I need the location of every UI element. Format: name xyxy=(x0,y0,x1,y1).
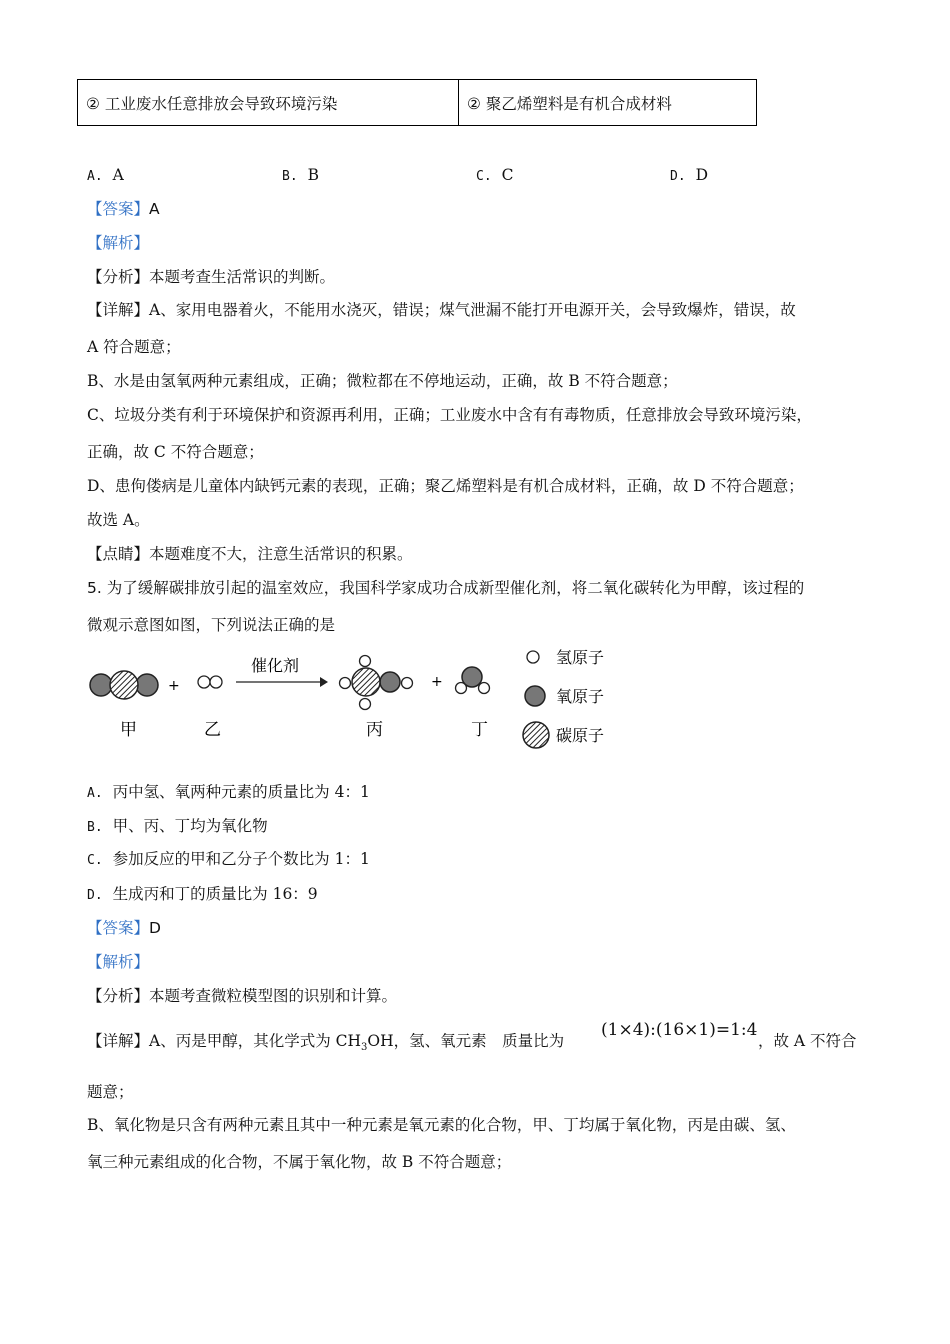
q5-detail-b-line-1: B、氧化物是只含有两种元素且其中一种元素是氧元素的化合物，甲、丁均属于氧化物，丙是由碳、氢、 xyxy=(87,1116,796,1134)
q4-detail-line-7: 故选 A。 xyxy=(87,511,150,529)
reaction-arrow xyxy=(236,677,328,687)
reaction-diagram xyxy=(80,640,640,760)
q4-option-b[interactable]: B. B xyxy=(282,166,320,184)
q5-option-a[interactable]: A. 丙中氢、氧两种元素的质量比为 4：1 xyxy=(87,783,370,801)
label-ding: 丁 xyxy=(471,720,488,740)
legend-hydrogen-icon xyxy=(527,651,539,663)
q5-option-b[interactable]: B. 甲、丙、丁均为氧化物 xyxy=(87,817,268,835)
molecule-jia xyxy=(90,671,158,699)
q5-analysis-label: 【解析】 xyxy=(87,953,150,971)
molecule-bing xyxy=(340,656,413,710)
q4-dianjing: 【点睛】本题难度不大，注意生活常识的积累。 xyxy=(87,545,413,563)
legend-oxygen-icon xyxy=(525,686,545,706)
q4-detail-line-6: D、患佝偻病是儿童体内缺钙元素的表现，正确；聚乙烯塑料是有机合成材料，正确，故 D 不符合题意； xyxy=(87,477,804,495)
q4-detail-line-1: 【详解】A、家用电器着火，不能用水浇灭，错误；煤气泄漏不能打开电源开关，会导致爆炸，错误，故 xyxy=(87,301,796,319)
label-bing: 丙 xyxy=(366,720,383,740)
q4-option-a[interactable]: A. A xyxy=(87,166,124,184)
q5-answer: 【答案】D xyxy=(87,919,161,937)
legend-oxygen-label: 氧原子 xyxy=(556,687,605,706)
plus-sign-1: + xyxy=(168,678,180,694)
table-cell-left: ② 工业废水任意排放会导致环境污染 xyxy=(78,80,459,126)
molecule-ding xyxy=(456,667,490,694)
catalyst-label: 催化剂 xyxy=(251,656,300,675)
q5-stem-line-1: 5. 为了缓解碳排放引起的温室效应，我国科学家成功合成新型催化剂，将二氧化碳转化为甲醇，该过程的 xyxy=(87,579,805,597)
diagram-legend xyxy=(523,648,604,748)
q4-detail-line-3: B、水是由氢氧两种元素组成，正确；微粒都在不停地运动，正确，故 B 不符合题意； xyxy=(87,372,678,390)
q5-fenxi: 【分析】本题考查微粒模型图的识别和计算。 xyxy=(87,987,398,1005)
q5-stem-line-2: 微观示意图如图，下列说法正确的是 xyxy=(87,616,336,634)
q4-analysis-label: 【解析】 xyxy=(87,234,150,252)
q4-answer: 【答案】A xyxy=(87,200,160,218)
q5-detail-a-line-1: 【详解】A、丙是甲醇，其化学式为 $CH_3OH$，氢、氧元素 质量比为 xyxy=(87,1032,565,1054)
molecule-yi xyxy=(198,676,222,688)
label-jia: 甲 xyxy=(120,720,137,740)
q4-detail-line-2: A 符合题意； xyxy=(87,338,181,356)
mass-ratio-formula: (1×4):(16×1)=1:4 xyxy=(601,1020,758,1040)
plus-sign-2: + xyxy=(431,674,443,690)
comparison-table xyxy=(77,79,757,126)
legend-carbon-icon xyxy=(523,722,549,748)
q4-option-d[interactable]: D. D xyxy=(670,166,709,184)
q5-option-c[interactable]: C. 参加反应的甲和乙分子个数比为 1：1 xyxy=(87,850,370,868)
table-cell-right: ② 聚乙烯塑料是有机合成材料 xyxy=(459,80,757,126)
q4-detail-line-5: 正确，故 C 不符合题意； xyxy=(87,443,264,461)
q5-detail-b-line-2: 氧三种元素组成的化合物，不属于氧化物，故 B 不符合题意； xyxy=(87,1153,512,1171)
q5-option-d[interactable]: D. 生成丙和丁的质量比为 16：9 xyxy=(87,885,318,903)
legend-carbon-label: 碳原子 xyxy=(556,726,605,745)
q5-detail-a-tail: ，故 A 不符合 xyxy=(758,1032,857,1050)
q4-detail-line-4: C、垃圾分类有利于环境保护和资源再利用，正确；工业废水中含有有毒物质，任意排放会导致环境污染， xyxy=(87,406,812,424)
legend-hydrogen-label: 氢原子 xyxy=(556,648,605,667)
q5-detail-a-line-2: 题意； xyxy=(87,1083,134,1101)
q4-option-c[interactable]: C. C xyxy=(476,166,514,184)
label-yi: 乙 xyxy=(204,720,221,740)
q4-fenxi: 【分析】本题考查生活常识的判断。 xyxy=(87,268,336,286)
